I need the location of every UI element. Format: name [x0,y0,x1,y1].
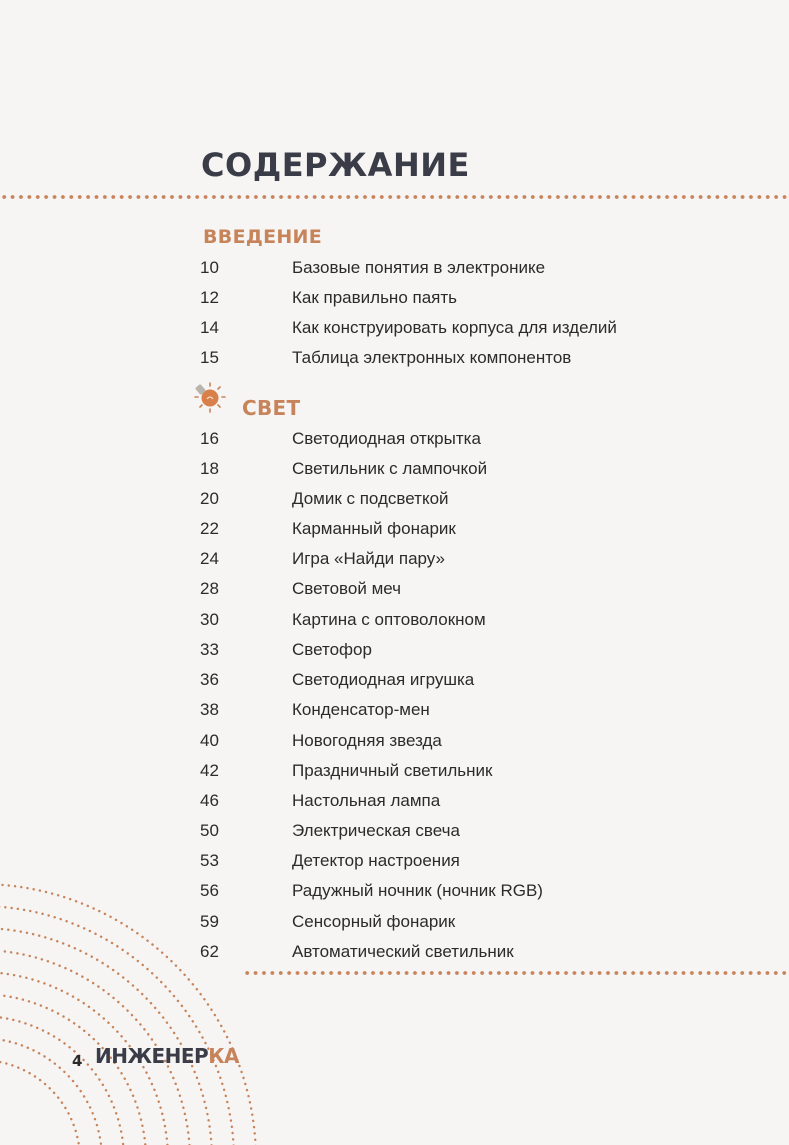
toc-entry-page: 46 [200,791,219,810]
toc-entry-title: Светофор [292,640,372,659]
toc-entry[interactable] [200,318,720,342]
toc-entry-page: 33 [200,640,219,659]
toc-entry[interactable] [200,881,720,905]
toc-entry[interactable] [200,791,720,815]
toc-entry[interactable] [200,761,720,785]
toc-entry-page: 38 [200,700,219,719]
toc-entry-page: 36 [200,670,219,689]
toc-entry-title: Детектор настроения [292,851,460,870]
toc-entry-page: 14 [200,318,219,337]
toc-entry-page: 53 [200,851,219,870]
toc-entry[interactable] [200,912,720,936]
toc-entry-title: Светильник с лампочкой [292,459,488,478]
toc-entry-title: Как конструировать корпуса для изделий [292,318,617,337]
toc-entry-page: 28 [200,579,219,598]
toc-entry[interactable] [200,821,720,845]
toc-entry-page: 42 [200,761,219,780]
toc-entry[interactable] [200,348,720,372]
toc-entry[interactable] [200,429,720,453]
logo-main-text: ИНЖЕНЕР [95,1044,209,1068]
toc-entry-title: Праздничный светильник [292,761,493,780]
logo-accent-text: КА [208,1044,240,1068]
toc-entry-title: Сенсорный фонарик [292,912,456,931]
toc-entry-title: Домик с подсветкой [292,489,449,508]
lightbulb-icon [192,382,228,416]
toc-entry-page: 22 [200,519,219,538]
toc-entry-page: 15 [200,348,219,367]
decorative-dotted-arcs [0,860,260,1145]
toc-entry-title: Автоматический светильник [292,942,514,961]
toc-entry[interactable] [200,700,720,724]
toc-entry-title: Картина с оптоволокном [292,610,486,629]
toc-entry-title: Карманный фонарик [292,519,456,538]
toc-entry[interactable] [200,579,720,603]
toc-entry-title: Базовые понятия в электронике [292,258,546,277]
toc-entry[interactable] [200,670,720,694]
toc-entry[interactable] [200,731,720,755]
toc-entry-page: 16 [200,429,219,448]
toc-entry-title: Таблица электронных компонентов [292,348,572,367]
toc-entry[interactable] [200,610,720,634]
toc-entry-page: 62 [200,942,219,961]
toc-entry[interactable] [200,489,720,513]
page-number: 4 [72,1052,83,1070]
toc-entry-title: Электрическая свеча [292,821,460,840]
toc-entry-page: 50 [200,821,219,840]
toc-entry-title: Световой меч [292,579,402,598]
toc-entry-title: Новогодняя звезда [292,731,442,750]
toc-entry-page: 30 [200,610,219,629]
toc-entry-title: Игра «Найди пару» [292,549,445,568]
toc-entry-title: Конденсатор-мен [292,700,430,719]
toc-entry-page: 18 [200,459,219,478]
dotted-divider-bottom [243,970,789,976]
toc-entry-page: 40 [200,731,219,750]
page-title: СОДЕРЖАНИЕ [201,146,470,184]
toc-entry[interactable] [200,459,720,483]
brand-logo [95,1044,239,1068]
toc-entry-page: 24 [200,549,219,568]
toc-entry[interactable] [200,288,720,312]
toc-entry-title: Светодиодная игрушка [292,670,475,689]
toc-entry-page: 56 [200,881,219,900]
section-heading-intro: ВВЕДЕНИЕ [203,226,323,248]
toc-entry[interactable] [200,519,720,543]
toc-entry[interactable] [200,851,720,875]
toc-entry-title: Светодиодная открытка [292,429,481,448]
toc-entry[interactable] [200,640,720,664]
toc-entry[interactable] [200,942,720,966]
toc-entry-page: 20 [200,489,219,508]
toc-entry-title: Настольная лампа [292,791,441,810]
toc-entry[interactable] [200,258,720,282]
toc-entry-title: Радужный ночник (ночник RGB) [292,881,543,900]
toc-entry-page: 12 [200,288,219,307]
toc-entry-page: 59 [200,912,219,931]
toc-entry-page: 10 [200,258,219,277]
toc-entry-title: Как правильно паять [292,288,458,307]
section-heading-light: СВЕТ [242,396,301,420]
dotted-divider-top [0,194,789,200]
toc-entry[interactable] [200,549,720,573]
